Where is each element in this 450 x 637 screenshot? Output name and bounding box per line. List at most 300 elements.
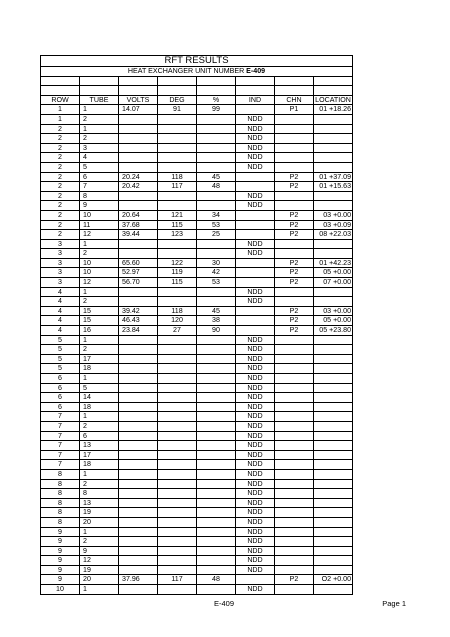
cell-ind [236, 105, 275, 115]
cell-deg [158, 469, 197, 479]
table-row [41, 335, 353, 345]
cell-volts: 56.70 [119, 278, 158, 288]
cell-location [314, 537, 353, 547]
cell-chn [275, 114, 314, 124]
cell-tube: 6 [80, 431, 119, 441]
cell-location [314, 517, 353, 527]
table-row [41, 210, 353, 220]
cell-row: 5 [41, 364, 80, 374]
cell-percent [197, 345, 236, 355]
cell-chn [275, 556, 314, 566]
cell-percent [197, 537, 236, 547]
cell-chn: P2 [275, 182, 314, 192]
table-row [41, 249, 353, 259]
cell-ind: NDD [236, 546, 275, 556]
table-row [41, 527, 353, 537]
cell-chn: P2 [275, 220, 314, 230]
cell-deg [158, 134, 197, 144]
cell-volts [119, 412, 158, 422]
cell-tube: 2 [80, 479, 119, 489]
cell-volts [119, 450, 158, 460]
cell-row: 4 [41, 287, 80, 297]
cell-row: 1 [41, 114, 80, 124]
cell-location: 03 +0.00 [314, 210, 353, 220]
cell-ind: NDD [236, 565, 275, 575]
cell-location [314, 469, 353, 479]
cell-tube: 1 [80, 335, 119, 345]
cell-location [314, 143, 353, 153]
column-header-location: LOCATION [315, 95, 351, 104]
table-row [41, 230, 353, 240]
table-row [41, 383, 353, 393]
cell-location [314, 498, 353, 508]
cell-volts [119, 489, 158, 499]
table-row [41, 508, 353, 518]
cell-ind [236, 316, 275, 326]
cell-chn [275, 585, 314, 595]
cell-ind: NDD [236, 412, 275, 422]
cell-location [314, 585, 353, 595]
cell-row: 8 [41, 517, 80, 527]
cell-chn: P2 [275, 316, 314, 326]
cell-percent [197, 498, 236, 508]
cell-row: 4 [41, 306, 80, 316]
cell-volts [119, 517, 158, 527]
cell-ind: NDD [236, 114, 275, 124]
cell-location [314, 162, 353, 172]
report-subtitle [41, 67, 353, 77]
cell-location [314, 421, 353, 431]
cell-ind [236, 258, 275, 268]
cell-row: 2 [41, 153, 80, 163]
cell-tube: 17 [80, 354, 119, 364]
cell-row: 2 [41, 201, 80, 211]
cell-volts [119, 431, 158, 441]
cell-chn [275, 201, 314, 211]
cell-tube: 10 [80, 268, 119, 278]
cell-chn: P2 [275, 210, 314, 220]
cell-location [314, 556, 353, 566]
cell-tube: 8 [80, 489, 119, 499]
cell-deg [158, 383, 197, 393]
cell-deg [158, 374, 197, 384]
cell-percent [197, 402, 236, 412]
cell-location [314, 124, 353, 134]
cell-volts: 20.64 [119, 210, 158, 220]
cell-tube: 2 [80, 537, 119, 547]
cell-row: 7 [41, 450, 80, 460]
cell-deg [158, 402, 197, 412]
cell-deg: 117 [158, 575, 197, 585]
cell-ind: NDD [236, 527, 275, 537]
cell-tube: 5 [80, 383, 119, 393]
cell-location [314, 335, 353, 345]
footer-unit: E-409 [214, 599, 235, 608]
cell-chn [275, 374, 314, 384]
cell-ind: NDD [236, 239, 275, 249]
cell-volts [119, 421, 158, 431]
cell-row: 7 [41, 412, 80, 422]
cell-percent [197, 489, 236, 499]
cell-deg [158, 114, 197, 124]
cell-percent [197, 287, 236, 297]
cell-ind: NDD [236, 537, 275, 547]
cell-deg: 117 [158, 182, 197, 192]
cell-percent [197, 508, 236, 518]
cell-location: 01 +15.63 [314, 182, 353, 192]
cell-location [314, 508, 353, 518]
cell-percent [197, 565, 236, 575]
cell-volts [119, 354, 158, 364]
cell-volts: 46.43 [119, 316, 158, 326]
cell-deg [158, 565, 197, 575]
cell-volts: 39.44 [119, 230, 158, 240]
cell-percent [197, 354, 236, 364]
cell-percent [197, 421, 236, 431]
cell-volts [119, 239, 158, 249]
cell-percent: 38 [197, 316, 236, 326]
cell-tube: 1 [80, 527, 119, 537]
footer-page-number: Page 1 [382, 599, 406, 608]
cell-deg [158, 191, 197, 201]
cell-chn [275, 364, 314, 374]
cell-location [314, 287, 353, 297]
cell-deg [158, 546, 197, 556]
cell-ind: NDD [236, 383, 275, 393]
cell-row: 7 [41, 421, 80, 431]
cell-ind: NDD [236, 469, 275, 479]
cell-percent: 48 [197, 575, 236, 585]
cell-row: 10 [41, 585, 80, 595]
cell-volts [119, 585, 158, 595]
cell-deg [158, 201, 197, 211]
cell-row: 2 [41, 210, 80, 220]
report-title: RFT RESULTS [41, 56, 353, 67]
cell-ind: NDD [236, 153, 275, 163]
cell-deg [158, 345, 197, 355]
cell-chn [275, 162, 314, 172]
table-row [41, 585, 353, 595]
cell-row: 6 [41, 374, 80, 384]
cell-chn [275, 153, 314, 163]
cell-volts: 23.84 [119, 326, 158, 336]
cell-volts [119, 297, 158, 307]
cell-volts: 20.24 [119, 172, 158, 182]
cell-tube: 1 [80, 105, 119, 115]
title-row [41, 56, 353, 67]
cell-deg: 120 [158, 316, 197, 326]
cell-percent [197, 517, 236, 527]
cell-percent [197, 191, 236, 201]
cell-tube: 20 [80, 517, 119, 527]
cell-volts: 20.42 [119, 182, 158, 192]
cell-chn [275, 402, 314, 412]
cell-deg [158, 364, 197, 374]
cell-volts [119, 134, 158, 144]
cell-deg: 27 [158, 326, 197, 336]
cell-tube: 18 [80, 402, 119, 412]
cell-row: 8 [41, 498, 80, 508]
cell-ind: NDD [236, 124, 275, 134]
cell-deg [158, 335, 197, 345]
cell-ind: NDD [236, 297, 275, 307]
cell-deg: 123 [158, 230, 197, 240]
cell-chn: P2 [275, 575, 314, 585]
cell-volts [119, 201, 158, 211]
cell-chn [275, 124, 314, 134]
cell-row: 9 [41, 575, 80, 585]
table-row [41, 517, 353, 527]
table-row [41, 326, 353, 336]
cell-location [314, 249, 353, 259]
table-row [41, 374, 353, 384]
cell-percent: 30 [197, 258, 236, 268]
cell-row: 2 [41, 143, 80, 153]
cell-chn: P2 [275, 278, 314, 288]
cell-tube: 19 [80, 508, 119, 518]
cell-ind: NDD [236, 489, 275, 499]
cell-percent [197, 412, 236, 422]
cell-volts [119, 469, 158, 479]
cell-location [314, 345, 353, 355]
cell-ind [236, 230, 275, 240]
cell-row: 1 [41, 105, 80, 115]
cell-deg [158, 450, 197, 460]
cell-location [314, 364, 353, 374]
cell-tube: 2 [80, 421, 119, 431]
cell-volts [119, 498, 158, 508]
cell-row: 4 [41, 297, 80, 307]
cell-location: 03 +0.00 [314, 306, 353, 316]
cell-ind [236, 306, 275, 316]
cell-volts [119, 460, 158, 470]
cell-location [314, 297, 353, 307]
table-row [41, 114, 353, 124]
cell-deg [158, 479, 197, 489]
cell-row: 3 [41, 249, 80, 259]
cell-chn [275, 565, 314, 575]
cell-chn [275, 134, 314, 144]
cell-tube: 20 [80, 575, 119, 585]
cell-percent [197, 239, 236, 249]
table-body [41, 56, 353, 595]
cell-tube: 1 [80, 287, 119, 297]
cell-percent [197, 297, 236, 307]
cell-volts [119, 546, 158, 556]
cell-ind [236, 210, 275, 220]
cell-deg [158, 412, 197, 422]
cell-row: 2 [41, 124, 80, 134]
cell-location [314, 374, 353, 384]
cell-row: 5 [41, 354, 80, 364]
cell-chn [275, 412, 314, 422]
cell-percent [197, 460, 236, 470]
cell-chn [275, 421, 314, 431]
cell-ind: NDD [236, 421, 275, 431]
cell-percent [197, 201, 236, 211]
cell-ind: NDD [236, 364, 275, 374]
cell-location [314, 239, 353, 249]
table-row [41, 450, 353, 460]
cell-deg [158, 143, 197, 153]
cell-volts [119, 124, 158, 134]
cell-tube: 1 [80, 374, 119, 384]
cell-ind [236, 268, 275, 278]
cell-tube: 18 [80, 460, 119, 470]
cell-location: 07 +0.00 [314, 278, 353, 288]
cell-row: 6 [41, 402, 80, 412]
cell-row: 9 [41, 556, 80, 566]
table-row [41, 287, 353, 297]
cell-chn [275, 450, 314, 460]
cell-deg [158, 297, 197, 307]
cell-location: 05 +23.80 [314, 326, 353, 336]
cell-row: 2 [41, 230, 80, 240]
cell-ind: NDD [236, 374, 275, 384]
table-row [41, 364, 353, 374]
table-row [41, 498, 353, 508]
cell-chn [275, 345, 314, 355]
table-row [41, 565, 353, 575]
cell-percent [197, 431, 236, 441]
blank-row [41, 76, 353, 86]
cell-tube: 16 [80, 326, 119, 336]
cell-chn: P2 [275, 172, 314, 182]
cell-percent [197, 479, 236, 489]
cell-volts [119, 143, 158, 153]
cell-tube: 10 [80, 258, 119, 268]
cell-tube: 7 [80, 182, 119, 192]
cell-row: 3 [41, 278, 80, 288]
cell-ind: NDD [236, 556, 275, 566]
cell-row: 3 [41, 258, 80, 268]
table-row [41, 421, 353, 431]
cell-volts [119, 345, 158, 355]
cell-ind: NDD [236, 450, 275, 460]
cell-deg [158, 460, 197, 470]
cell-deg [158, 556, 197, 566]
table-row [41, 105, 353, 115]
cell-location: 08 +22.03 [314, 230, 353, 240]
cell-volts [119, 479, 158, 489]
cell-deg [158, 498, 197, 508]
cell-tube: 3 [80, 143, 119, 153]
cell-chn [275, 335, 314, 345]
cell-chn [275, 354, 314, 364]
cell-row: 8 [41, 508, 80, 518]
cell-chn [275, 479, 314, 489]
cell-tube: 2 [80, 345, 119, 355]
cell-row: 8 [41, 469, 80, 479]
cell-chn: P2 [275, 326, 314, 336]
cell-location [314, 134, 353, 144]
cell-location [314, 546, 353, 556]
cell-chn [275, 297, 314, 307]
cell-row: 8 [41, 479, 80, 489]
cell-tube: 9 [80, 546, 119, 556]
cell-chn: P1 [275, 105, 314, 115]
cell-deg [158, 441, 197, 451]
table-row [41, 134, 353, 144]
cell-row: 2 [41, 182, 80, 192]
table-row [41, 345, 353, 355]
cell-ind: NDD [236, 335, 275, 345]
subtitle-row [41, 67, 353, 77]
cell-row: 4 [41, 326, 80, 336]
cell-volts: 65.60 [119, 258, 158, 268]
cell-ind [236, 575, 275, 585]
table-row [41, 546, 353, 556]
table-row [41, 354, 353, 364]
cell-percent: 34 [197, 210, 236, 220]
table-row [41, 201, 353, 211]
table-row [41, 172, 353, 182]
cell-volts [119, 565, 158, 575]
cell-volts [119, 114, 158, 124]
cell-deg: 118 [158, 306, 197, 316]
cell-volts: 39.42 [119, 306, 158, 316]
cell-deg [158, 527, 197, 537]
subtitle-prefix: HEAT EXCHANGER UNIT NUMBER [127, 67, 247, 75]
cell-tube: 12 [80, 556, 119, 566]
cell-percent [197, 546, 236, 556]
cell-chn: P2 [275, 268, 314, 278]
cell-deg: 121 [158, 210, 197, 220]
cell-ind: NDD [236, 585, 275, 595]
cell-row: 4 [41, 316, 80, 326]
cell-deg [158, 431, 197, 441]
cell-location [314, 191, 353, 201]
cell-row: 8 [41, 489, 80, 499]
cell-tube: 12 [80, 278, 119, 288]
cell-chn [275, 441, 314, 451]
table-row [41, 393, 353, 403]
table-row [41, 153, 353, 163]
cell-volts [119, 527, 158, 537]
cell-deg: 115 [158, 278, 197, 288]
cell-chn [275, 489, 314, 499]
cell-chn [275, 508, 314, 518]
cell-ind [236, 220, 275, 230]
table-row [41, 537, 353, 547]
cell-volts [119, 191, 158, 201]
table-row [41, 143, 353, 153]
cell-location [314, 383, 353, 393]
table-row [41, 268, 353, 278]
cell-location: O2 +0.00 [314, 575, 353, 585]
cell-row: 5 [41, 335, 80, 345]
cell-tube: 5 [80, 162, 119, 172]
cell-location [314, 201, 353, 211]
cell-percent [197, 162, 236, 172]
cell-ind: NDD [236, 393, 275, 403]
cell-deg [158, 517, 197, 527]
cell-ind [236, 278, 275, 288]
blank-row [41, 86, 353, 96]
cell-ind: NDD [236, 143, 275, 153]
cell-percent: 90 [197, 326, 236, 336]
cell-volts: 37.96 [119, 575, 158, 585]
cell-tube: 4 [80, 153, 119, 163]
cell-deg [158, 489, 197, 499]
cell-location [314, 441, 353, 451]
cell-tube: 6 [80, 172, 119, 182]
cell-deg [158, 354, 197, 364]
cell-deg: 91 [158, 105, 197, 115]
cell-volts: 37.68 [119, 220, 158, 230]
cell-tube: 1 [80, 469, 119, 479]
cell-chn [275, 469, 314, 479]
